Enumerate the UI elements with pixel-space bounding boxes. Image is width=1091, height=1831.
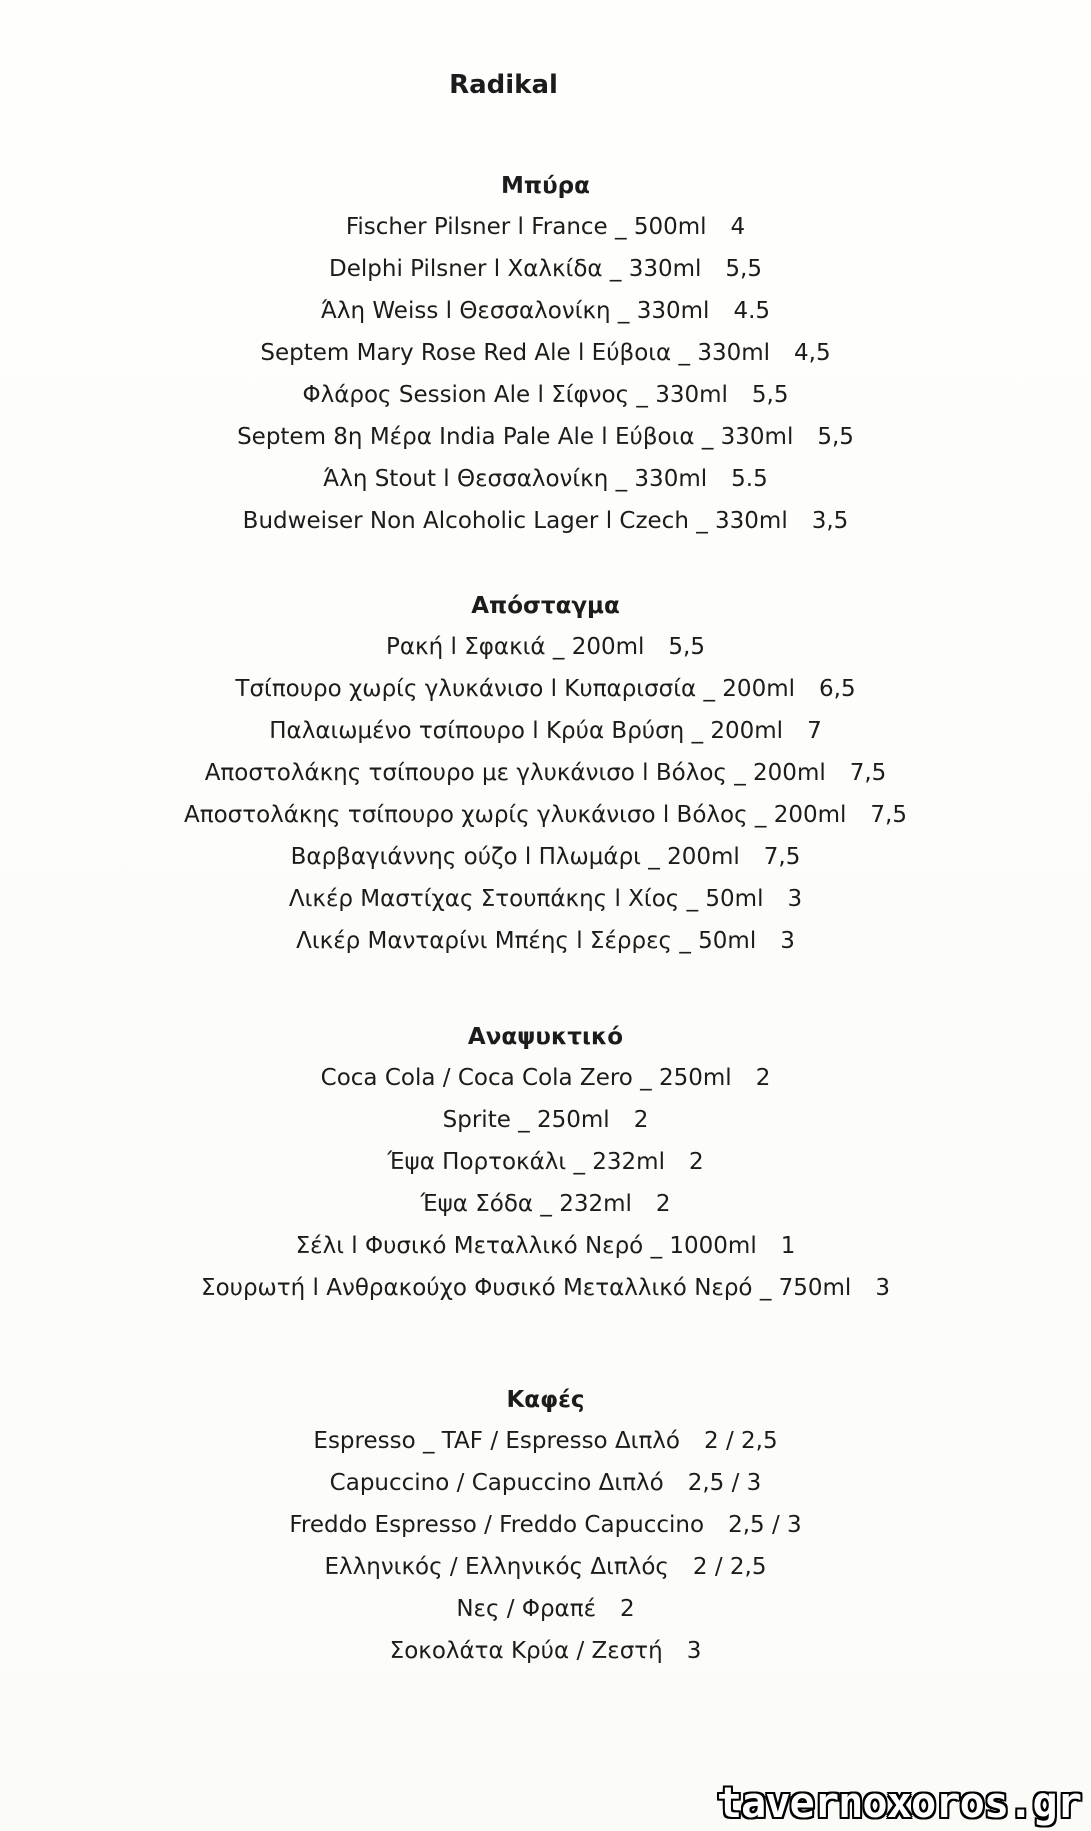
menu-item — [0, 374, 1091, 416]
item-name: Σουρωτή l Ανθρακούχο Φυσικό Μεταλλικό Νερό _ 750ml — [201, 1275, 852, 1301]
menu-item — [0, 1588, 1091, 1630]
item-price: 4 — [730, 214, 746, 240]
menu-item — [0, 1057, 1091, 1099]
item-price: 4,5 — [794, 340, 831, 366]
menu-item — [0, 1183, 1091, 1225]
menu-item — [0, 332, 1091, 374]
item-name: Άλη Stout l Θεσσαλονίκη _ 330ml — [323, 466, 708, 492]
menu-item — [0, 836, 1091, 878]
item-price: 2 — [655, 1191, 671, 1217]
item-price: 1 — [780, 1233, 796, 1259]
item-name: Ρακή l Σφακιά _ 200ml — [386, 634, 645, 660]
item-name: Τσίπουρο χωρίς γλυκάνισο l Κυπαρισσία _ 200ml — [235, 676, 795, 702]
menu-item — [0, 1504, 1091, 1546]
item-price: 7 — [807, 718, 822, 744]
item-name: Αποστολάκης τσίπουρο χωρίς γλυκάνισο l Βόλος _ 200ml — [184, 802, 847, 828]
item-price: 2 / 2,5 — [692, 1554, 767, 1580]
item-price: 4.5 — [733, 298, 771, 324]
item-name: Septem Mary Rose Red Ale l Εύβοια _ 330ml — [260, 340, 771, 366]
item-price: 2,5 / 3 — [728, 1512, 802, 1538]
menu-item — [0, 710, 1091, 752]
item-name: Capuccino / Capuccino Διπλό — [329, 1470, 664, 1496]
section-title: Αναψυκτικό — [467, 1024, 624, 1050]
item-name: Espresso _ TAF / Espresso Διπλό — [313, 1428, 680, 1454]
menu-item — [0, 878, 1091, 920]
item-name: Budweiser Non Alcoholic Lager l Czech _ 330ml — [242, 508, 788, 534]
section-coffee — [0, 1380, 1091, 1672]
item-price: 5,5 — [817, 424, 854, 450]
menu-item — [0, 500, 1091, 542]
menu-item — [0, 668, 1091, 710]
item-name: Ελληνικός / Ελληνικός Διπλός — [324, 1554, 669, 1580]
item-price: 3 — [787, 886, 803, 912]
menu-item — [0, 1141, 1091, 1183]
menu-item — [0, 1225, 1091, 1267]
item-name: Σέλι l Φυσικό Μεταλλικό Νερό _ 1000ml — [295, 1233, 757, 1259]
item-name: Septem 8η Μέρα India Pale Ale l Εύβοια _ 330ml — [237, 424, 794, 450]
item-name: Έψα Πορτοκάλι _ 232ml — [387, 1149, 665, 1175]
item-name: Freddo Espresso / Freddo Capuccino — [289, 1512, 705, 1538]
item-price: 5,5 — [725, 256, 762, 282]
menu-item — [0, 1630, 1091, 1672]
menu-item — [0, 1420, 1091, 1462]
menu-item — [0, 794, 1091, 836]
section-spirits — [0, 586, 1091, 962]
section-title: Καφές — [506, 1387, 585, 1413]
menu-item — [0, 1099, 1091, 1141]
site-watermark: tavernoxoros.gr — [716, 1778, 1081, 1827]
item-price: 2,5 / 3 — [687, 1470, 762, 1496]
item-name: Βαρβαγιάννης ούζο l Πλωμάρι _ 200ml — [290, 844, 740, 870]
menu-item — [0, 626, 1091, 668]
item-price: 2 — [755, 1065, 771, 1091]
item-name: Λικέρ Μανταρίνι Μπέης l Σέρρες _ 50ml — [296, 928, 757, 954]
menu-item — [0, 1546, 1091, 1588]
item-price: 7,5 — [849, 760, 887, 786]
menu-item — [0, 1267, 1091, 1309]
section-title: Μπύρα — [501, 173, 590, 199]
item-name: Σοκολάτα Κρύα / Ζεστή — [389, 1638, 663, 1664]
item-name: Delphi Pilsner l Χαλκίδα _ 330ml — [329, 256, 702, 282]
menu-item — [0, 458, 1091, 500]
item-price: 3 — [686, 1638, 702, 1664]
item-name: Coca Cola / Coca Cola Zero _ 250ml — [320, 1065, 732, 1091]
item-price: 3,5 — [811, 508, 849, 534]
item-name: Sprite _ 250ml — [442, 1107, 610, 1133]
item-price: 5,5 — [668, 634, 705, 660]
item-price: 7,5 — [870, 802, 907, 828]
item-name: Φλάρος Session Ale l Σίφνος _ 330ml — [302, 382, 728, 408]
section-beer — [0, 166, 1091, 542]
item-price: 7,5 — [763, 844, 801, 870]
item-price: 5,5 — [751, 382, 789, 408]
menu-item — [0, 290, 1091, 332]
item-name: Έψα Σόδα _ 232ml — [420, 1191, 632, 1217]
menu-item — [0, 752, 1091, 794]
item-name: Νες / Φραπέ — [456, 1596, 596, 1622]
item-name: Λικέρ Μαστίχας Στουπάκης l Χίος _ 50ml — [288, 886, 764, 912]
menu-item — [0, 206, 1091, 248]
item-name: Άλη Weiss l Θεσσαλονίκη _ 330ml — [320, 298, 710, 324]
menu-title: Radikal — [449, 70, 558, 100]
item-name: Αποστολάκης τσίπουρο με γλυκάνισο l Βόλος _ 200ml — [204, 760, 826, 786]
item-price: 2 — [633, 1107, 649, 1133]
item-price: 5.5 — [731, 466, 768, 492]
section-soft-drinks — [0, 1017, 1091, 1309]
item-name: Fischer Pilsner l France _ 500ml — [345, 214, 707, 240]
menu-item — [0, 248, 1091, 290]
menu-item — [0, 920, 1091, 962]
item-price: 3 — [780, 928, 795, 954]
section-title: Απόσταγμα — [471, 593, 620, 619]
item-price: 2 — [620, 1596, 635, 1622]
item-price: 6,5 — [819, 676, 856, 702]
item-name: Παλαιωμένο τσίπουρο l Κρύα Βρύση _ 200ml — [269, 718, 784, 744]
menu-item — [0, 416, 1091, 458]
menu-item — [0, 1462, 1091, 1504]
item-price: 2 — [688, 1149, 704, 1175]
item-price: 3 — [875, 1275, 890, 1301]
item-price: 2 / 2,5 — [704, 1428, 778, 1454]
